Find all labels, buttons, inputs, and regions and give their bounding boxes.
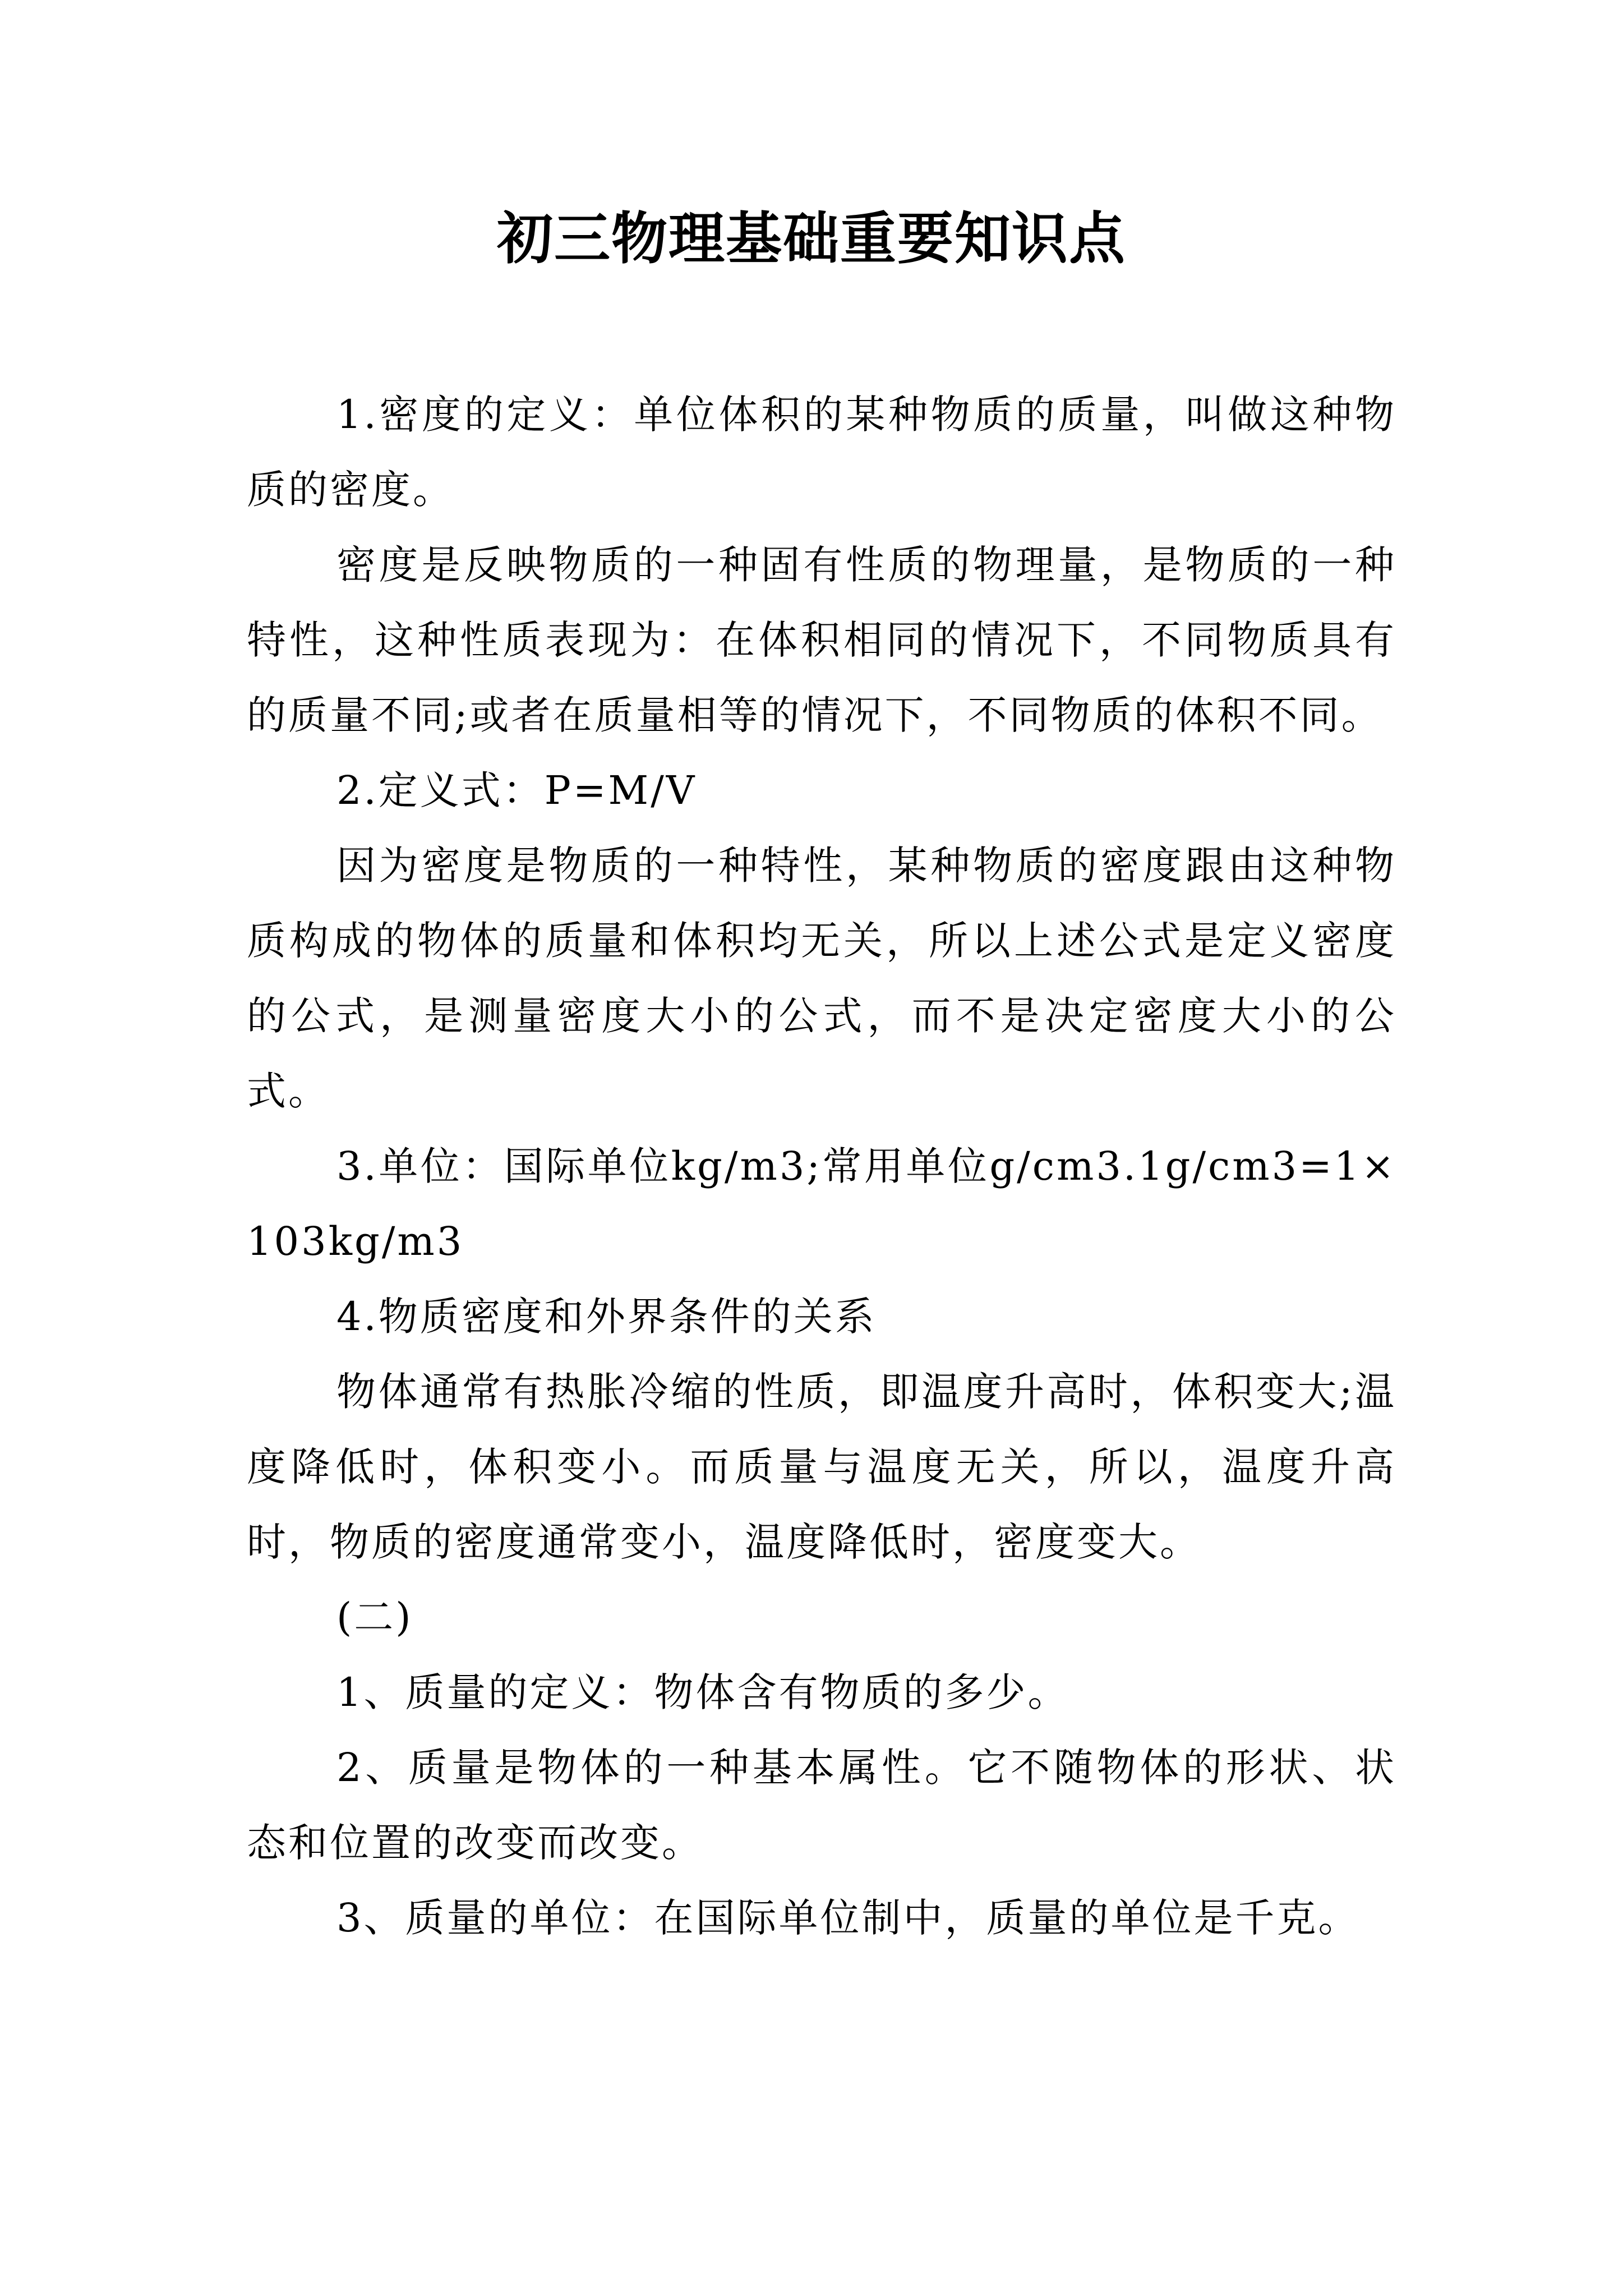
paragraph-formula-explanation: 因为密度是物质的一种特性，某种物质的密度跟由这种物质构成的物体的质量和体积均无关，所以上述公式是定义密度的公式，是测量密度大小的公式，而不是决定密度大小的公式。 bbox=[247, 843, 1396, 1114]
paragraph-external-conditions: 4.物质密度和外界条件的关系 bbox=[336, 1294, 877, 1340]
paragraph-thermal-expansion: 物体通常有热胀冷缩的性质，即温度升高时，体积变大;温度降低时，体积变小。而质量与温度无关，所以，温度升高时，物质的密度通常变小，温度降低时，密度变大。 bbox=[247, 1369, 1396, 1565]
document-body bbox=[247, 377, 1396, 1955]
paragraph-mass-definition: 1、质量的定义：物体含有物质的多少。 bbox=[336, 1669, 1069, 1715]
document-title: 初三物理基础重要知识点 bbox=[497, 205, 1126, 272]
paragraph-density-definition: 1.密度的定义：单位体积的某种物质的质量，叫做这种物质的密度。 bbox=[247, 392, 1396, 513]
paragraph-density-property: 密度是反映物质的一种固有性质的物理量，是物质的一种特性，这种性质表现为：在体积相同的情况下，不同物质具有的质量不同;或者在质量相等的情况下，不同物质的体积不同。 bbox=[247, 542, 1396, 738]
paragraph-definition-formula: 2.定义式：P=M/V bbox=[336, 767, 697, 813]
paragraph-density-units: 3.单位：国际单位kg/m3;常用单位g/cm3.1g/cm3=1×103kg/m3 bbox=[247, 1143, 1396, 1264]
paragraph-mass-property: 2、质量是物体的一种基本属性。它不随物体的形状、状态和位置的改变而改变。 bbox=[247, 1745, 1396, 1866]
section-heading-two: (二) bbox=[336, 1594, 413, 1640]
paragraph-mass-units: 3、质量的单位：在国际单位制中，质量的单位是千克。 bbox=[336, 1895, 1360, 1941]
